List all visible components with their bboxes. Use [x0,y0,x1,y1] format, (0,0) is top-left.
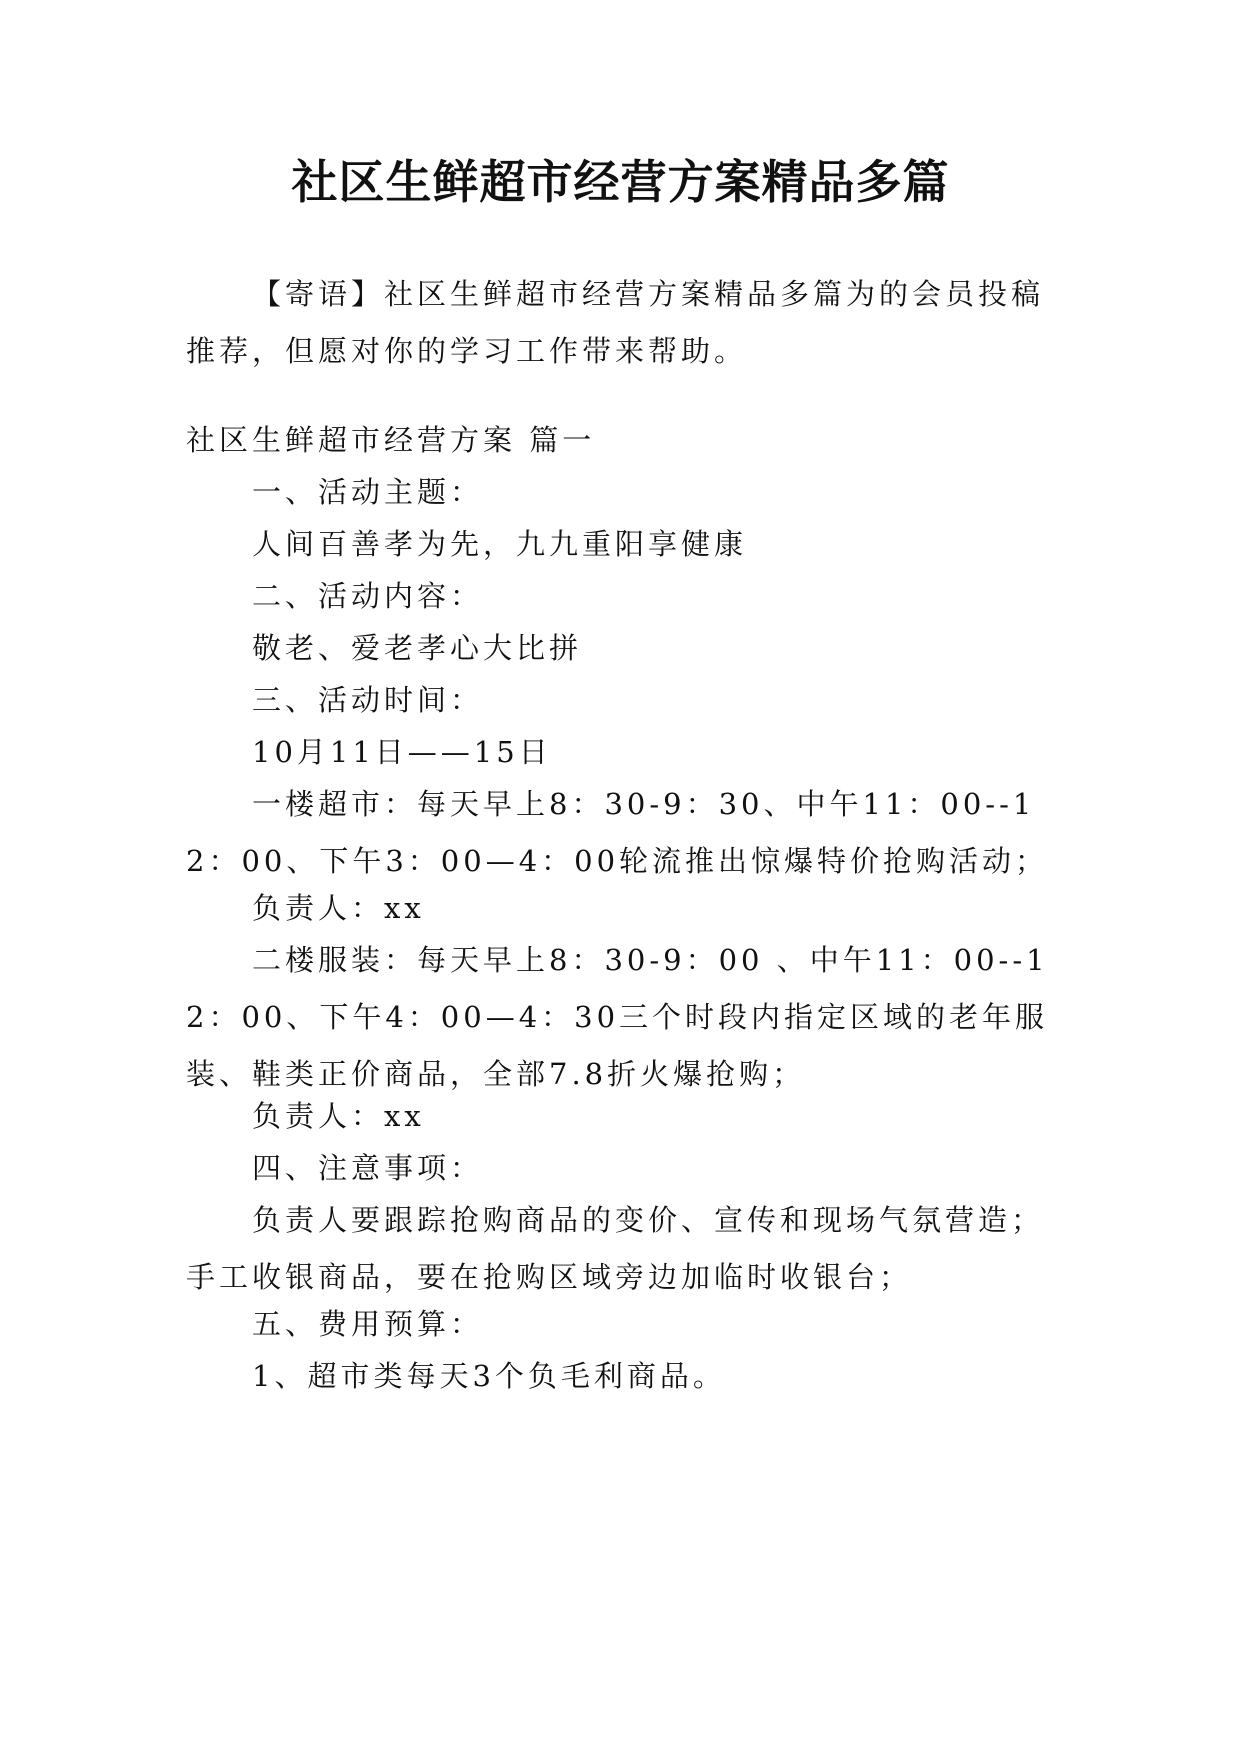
notes-text: 负责人要跟踪抢购商品的变价、宣传和现场气氛营造；手工收银商品，要在抢购区域旁边加临时收银台； [186,1203,1045,1294]
heading-time: 三、活动时间： [252,683,484,717]
section-heading: 社区生鲜超市经营方案 篇一 [186,423,596,457]
heading-theme: 一、活动主题： [252,475,484,509]
person-in-charge-2: 负责人：xx [252,1099,425,1133]
time-text: 10月11日——15日 [252,735,552,769]
first-floor-schedule: 一楼超市：每天早上8：30-9：30、中午11：00--12：00、下午3：00—4：00轮流推出惊爆特价抢购活动； [186,787,1049,878]
document-title: 社区生鲜超市经营方案精品多篇 [291,155,950,209]
foreword-paragraph: 【寄语】社区生鲜超市经营方案精品多篇为的会员投稿推荐，但愿对你的学习工作带来帮助。 [186,277,1045,368]
heading-content: 二、活动内容： [252,579,484,613]
heading-notes: 四、注意事项： [252,1151,484,1185]
second-floor-schedule: 二楼服装：每天早上8：30-9：00 、中午11：00--12：00、下午4：00—4：30三个时段内指定区域的老年服装、鞋类正价商品，全部7.8折火爆抢购； [186,943,1049,1091]
content-text: 敬老、爱老孝心大比拼 [252,631,583,665]
budget-item-1: 1、超市类每天3个负毛利商品。 [252,1359,726,1393]
heading-budget: 五、费用预算： [252,1307,484,1341]
person-in-charge-1: 负责人：xx [252,891,425,925]
theme-text: 人间百善孝为先，九九重阳享健康 [252,527,748,561]
